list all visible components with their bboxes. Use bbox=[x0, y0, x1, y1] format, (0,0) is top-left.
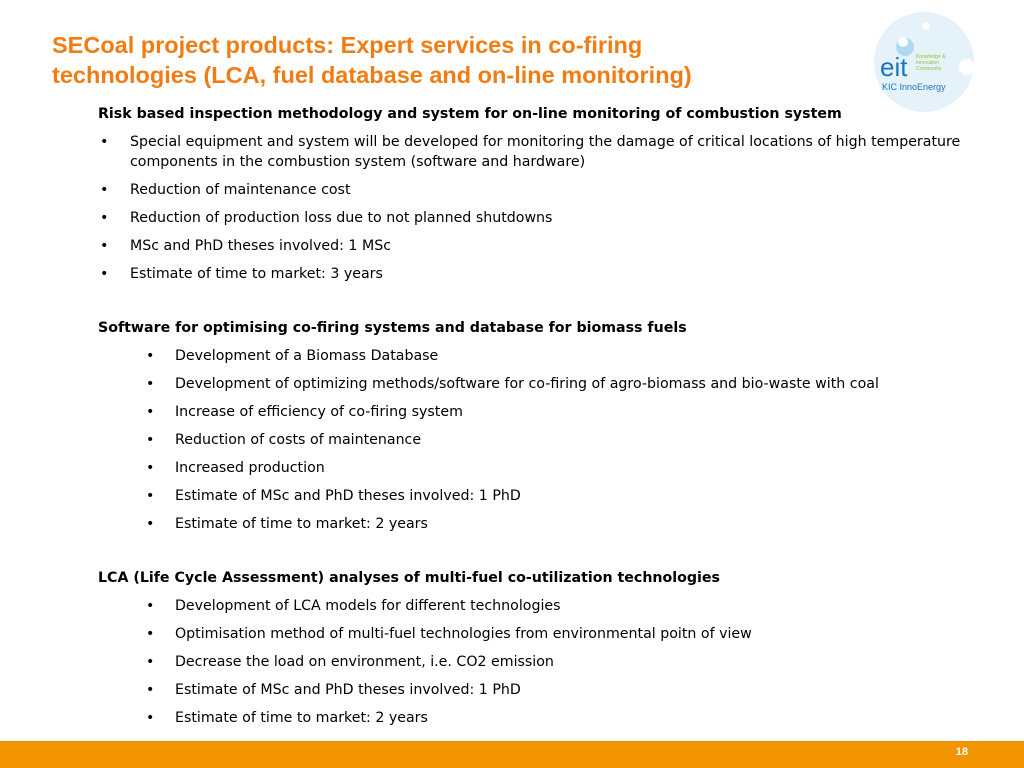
logo-mark: eit bbox=[880, 52, 908, 82]
list-item-text: Development of optimizing methods/software for co-firing of agro-biomass and bio-waste with coal bbox=[175, 376, 879, 392]
list-item-text: Reduction of maintenance cost bbox=[130, 182, 351, 198]
bullet-icon: • bbox=[100, 134, 109, 150]
list-item bbox=[143, 680, 978, 700]
list-item bbox=[98, 264, 978, 284]
bullet-icon: • bbox=[100, 182, 109, 198]
list-item bbox=[143, 346, 978, 366]
bullet-icon: • bbox=[146, 460, 155, 476]
slide-title-line2: technologies (LCA, fuel database and on-line monitoring) bbox=[52, 62, 692, 88]
slide-title-line1: SECoal project products: Expert services in co-firing bbox=[52, 32, 643, 58]
bullet-icon: • bbox=[100, 238, 109, 254]
logo-graphic bbox=[868, 12, 980, 112]
list-item bbox=[143, 486, 978, 506]
list-item bbox=[98, 132, 978, 172]
list-item bbox=[143, 374, 978, 394]
list-item-text: Estimate of time to market: 3 years bbox=[130, 266, 383, 282]
bullet-icon: • bbox=[146, 404, 155, 420]
slide-title bbox=[52, 30, 832, 90]
page-number: 18 bbox=[955, 746, 968, 758]
list-item bbox=[143, 596, 978, 616]
section-heading: LCA (Life Cycle Assessment) analyses of multi-fuel co-utilization technologies bbox=[98, 570, 720, 586]
list-item bbox=[143, 708, 978, 728]
section-heading: Risk based inspection methodology and system for on-line monitoring of combustion system bbox=[98, 106, 842, 122]
list-item bbox=[143, 514, 978, 534]
bullet-icon: • bbox=[146, 654, 155, 670]
bullet-icon: • bbox=[100, 210, 109, 226]
list-item bbox=[143, 402, 978, 422]
list-item bbox=[98, 208, 978, 228]
logo-tagline-1: Knowledge & bbox=[916, 54, 946, 60]
bullet-icon: • bbox=[146, 598, 155, 614]
logo-tagline-3: Community bbox=[916, 66, 942, 72]
bullet-list bbox=[143, 346, 978, 534]
list-item-text: Reduction of costs of maintenance bbox=[175, 432, 422, 448]
section-lca-analyses bbox=[98, 568, 978, 728]
bullet-icon: • bbox=[146, 376, 155, 392]
list-item-text: Reduction of production loss due to not planned shutdowns bbox=[130, 210, 553, 226]
section-cofiring-software bbox=[98, 318, 978, 534]
list-item bbox=[143, 652, 978, 672]
list-item bbox=[98, 180, 978, 200]
list-item-text: Development of a Biomass Database bbox=[175, 348, 439, 364]
bullet-icon: • bbox=[146, 488, 155, 504]
list-item bbox=[143, 430, 978, 450]
bullet-icon: • bbox=[146, 432, 155, 448]
list-item-text: Estimate of MSc and PhD theses involved: 1 PhD bbox=[175, 488, 521, 504]
logo-brand: KIC InnoEnergy bbox=[882, 82, 946, 92]
list-item-text: Estimate of time to market: 2 years bbox=[175, 516, 428, 532]
list-item-text: Estimate of MSc and PhD theses involved: 1 PhD bbox=[175, 682, 521, 698]
bullet-list bbox=[143, 596, 978, 728]
list-item bbox=[143, 458, 978, 478]
list-item-text: Estimate of time to market: 2 years bbox=[175, 710, 428, 726]
bullet-icon: • bbox=[146, 710, 155, 726]
bullet-icon: • bbox=[146, 516, 155, 532]
section-risk-inspection bbox=[98, 104, 978, 284]
list-item bbox=[98, 236, 978, 256]
slide-content bbox=[98, 104, 978, 728]
bullet-icon: • bbox=[146, 626, 155, 642]
list-item-text: Decrease the load on environment, i.e. CO2 emission bbox=[175, 654, 554, 670]
bullet-icon: • bbox=[100, 266, 109, 282]
list-item-text: Increase of efficiency of co-firing system bbox=[175, 404, 463, 420]
bullet-list bbox=[98, 132, 978, 284]
list-item-text: Development of LCA models for different technologies bbox=[175, 598, 561, 614]
list-item-text: MSc and PhD theses involved: 1 MSc bbox=[130, 238, 392, 254]
bullet-icon: • bbox=[146, 682, 155, 698]
section-heading: Software for optimising co-firing systems and database for biomass fuels bbox=[98, 320, 687, 336]
eit-kic-innoenergy-logo bbox=[868, 12, 980, 112]
list-item-text: Special equipment and system will be developed for monitoring the damage of critical locations of high temperature components in the combustion system (software and hardware) bbox=[130, 134, 961, 170]
bullet-icon: • bbox=[146, 348, 155, 364]
list-item bbox=[143, 624, 978, 644]
footer-bar bbox=[0, 741, 1024, 768]
list-item-text: Optimisation method of multi-fuel technologies from environmental poitn of view bbox=[175, 626, 752, 642]
logo-tagline-2: Innovation bbox=[916, 60, 940, 66]
list-item-text: Increased production bbox=[175, 460, 325, 476]
